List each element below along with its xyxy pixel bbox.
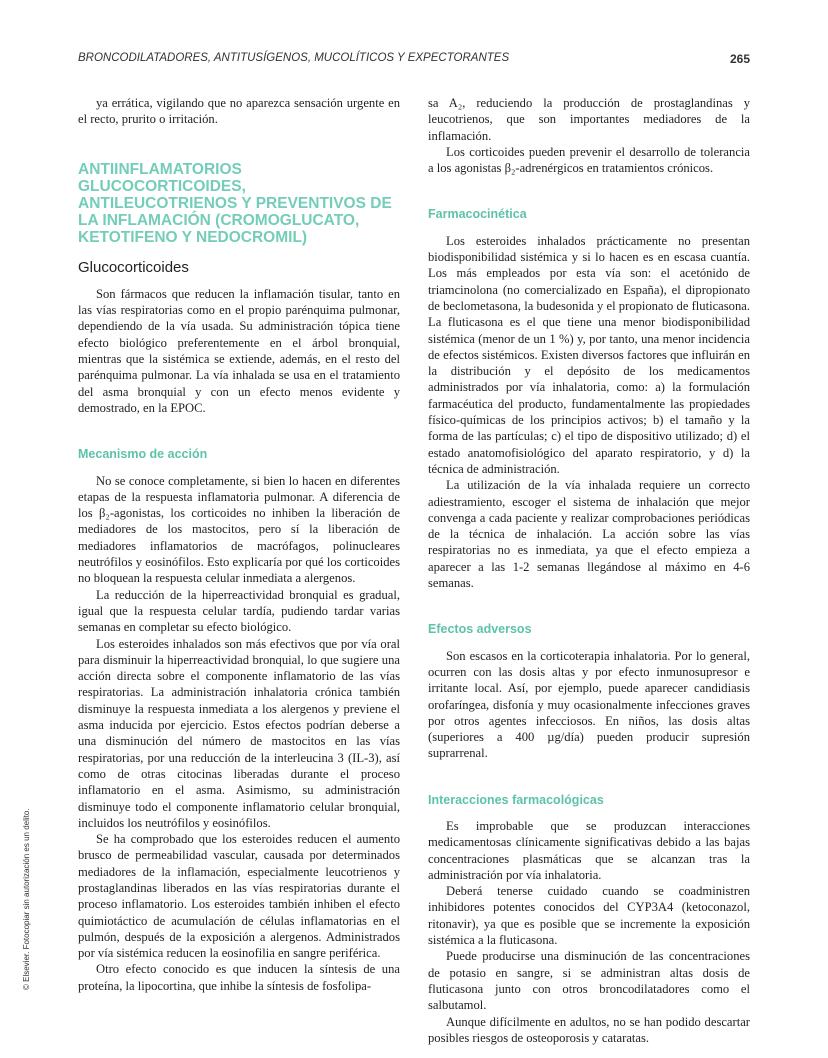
right-column	[428, 95, 750, 1046]
paragraph: Aunque difícilmente en adultos, no se han podido descartar posibles riesgos de osteoporosis y cataratas.	[428, 1014, 750, 1045]
paragraph: Los corticoides pueden prevenir el desarrollo de tolerancia a los agonistas β₂-adrenérgicos en tratamientos crónicos.	[428, 144, 750, 176]
paragraph: Los esteroides inhalados son más efectivos que por vía oral para disminuir la hiperreactividad bronquial, lo que sugiere una acción directa sobre el componente inflamatorio de las vías respiratorias. La administración inhalatoria crónica también disminuye la respuesta inmediata a los alergenos y previene el asma inducida por ejercicio. Estos efectos podrían deberse a una disminución del número de mastocitos en las vías respiratorias, por una reducción de la interleucina 3 (IL-3), así como de otras citocinas liberadas durante el proceso inflamatorio en el asma. Asimismo, su administración disminuye todo el componente inflamatorio celular bronquial, incluidos los neutrófilos y eosinófilos.	[78, 636, 400, 830]
paragraph: Es improbable que se produzcan interacciones medicamentosas clínicamente significativas debido a las bajas concentraciones plasmáticas que se alcanzan tras la administración por vía inhalatoria.	[428, 818, 750, 882]
paragraph: Puede producirse una disminución de las concentraciones de potasio en sangre, si se administran altas dosis de fluticasona junto con otros broncodilatadores como el salbutamol.	[428, 949, 750, 1013]
page-number: 265	[729, 52, 750, 66]
left-column	[78, 95, 400, 994]
heading-efectos-adversos: Efectos adversos	[428, 622, 532, 637]
paragraph: sa A₂, reduciendo la producción de prostaglandinas y leucotrienos, que son importantes mediadores de la inflamación.	[428, 96, 750, 143]
paragraph: Otro efecto conocido es que inducen la síntesis de una proteína, la lipocortina, que inhibe la síntesis de fosfolipa-	[78, 962, 400, 993]
paragraph: Son escasos en la corticoterapia inhalatoria. Por lo general, ocurren con las dosis altas y por efecto inmunosupresor e irritante local. Así, por ejemplo, puede aparecer candidiasis orofaríngea, disfonía y muy ocasionalmente infecciones graves por otros agentes infecciosos. En niños, las dosis altas (superiores a 400 µg/día) pueden producir supresión suprarrenal.	[428, 648, 750, 761]
paragraph: Deberá tenerse cuidado cuando se coadministren inhibidores potentes conocidos del CYP3A4 (ketoconazol, ritonavir), ya que es posible que se incremente la exposición sistémica a la fluticasona.	[428, 884, 750, 948]
copyright-note: © Elsevier. Fotocopiar sin autorización es un delito.	[22, 808, 31, 990]
subsection-title: Glucocorticoides	[78, 258, 189, 276]
paragraph: No se conoce completamente, si bien lo hacen en diferentes etapas de la respuesta inflamatoria pulmonar. A diferencia de los β₂-agonistas, los corticoides no inhiben la liberación de mediadores de los mastocitos, pero sí la liberación de mediadores inflamatorios de macrófagos, polinucleares neutrófilos y eosinófilos. Esto explicaría por qué los corticoides no bloquean la respuesta celular inmediata a alergenos.	[78, 473, 400, 586]
running-header	[78, 52, 750, 64]
paragraph: La reducción de la hiperreactividad bronquial es gradual, igual que la respuesta celular tardía, pudiendo tardar varias semanas en completar su efecto biológico.	[78, 587, 400, 635]
paragraph: ya errática, vigilando que no aparezca sensación urgente en el recto, prurito o irritación.	[78, 96, 400, 127]
paragraph: Son fármacos que reducen la inflamación tisular, tanto en las vías respiratorias como en el propio parénquima pulmonar, dependiendo de la vía usada. Su administración tópica tiene efecto biológico preferentemente en el árbol bronquial, mientras que la sistémica se extiende, además, en el resto del parénquima pulmonar. La vía inhalada se usa en el tratamiento del asma bronquial y con un efecto menos evidente y demostrado, en la EPOC.	[78, 286, 400, 415]
paragraph: Los esteroides inhalados prácticamente no presentan biodisponibilidad sistémica y si lo hacen es en escasa cuantía. Los más empleados por esta vía son: el acetónido de triamcinolona (no comercializado en España), el dipropionato de beclometasona, la budesonida y el propionato de fluticasona. La fluticasona es el que tiene una menor biodisponibilidad sistémica (menor de un 1 %) y, por tanto, una menor incidencia de efectos sistémicos. Existen diversos factores que influirán en la distribución y el depósito de los medicamentos administrados por vía inhalatoria, como: a) la formulación farmacéutica del producto, fundamentalmente las propiedades físico-químicas de los principios activos; b) el tamaño y la forma de las partículas; c) el tipo de dispositivo utilizado; d) el estado anatomofisiológico del aparato respiratorio, y d) la técnica de administración.	[428, 233, 750, 476]
section-title: ANTIINFLAMATORIOS GLUCOCORTICOIDES, ANTILEUCOTRIENOS Y PREVENTIVOS DE LA INFLAMACIÓN (CROMOGLUCATO, KETOTIFENO Y NEDOCROMIL)	[78, 160, 392, 246]
heading-farmacocinetica: Farmacocinética	[428, 207, 527, 222]
heading-mecanismo: Mecanismo de acción	[78, 447, 208, 462]
paragraph: Se ha comprobado que los esteroides reducen el aumento brusco de permeabilidad vascular, causada por determinados mediadores de la inflamación, especialmente leucotrienos y prostaglandinas liberados en las vías respiratorias durante el proceso inflamatorio. Los esteroides también inhiben el efecto quimiotáctico de acumulación de células inflamatorias en el pulmón, después de la exposición a alergenos. Administrados por vía sistémica reducen la eosinofilia en sangre periférica.	[78, 832, 400, 961]
running-title: BRONCODILATADORES, ANTITUSÍGENOS, MUCOLÍTICOS Y EXPECTORANTES	[78, 52, 510, 64]
paragraph: La utilización de la vía inhalada requiere un correcto adiestramiento, escoger el sistema de inhalación que mejor convenga a cada paciente y realizar comprobaciones periódicas de la técnica de inhalación. La acción sobre las vías respiratorias no es inmediata, ya que el efecto empieza a aparecer a las 1-2 semanas llegándose al máximo en 4-6 semanas.	[428, 478, 750, 591]
heading-interacciones: Interacciones farmacológicas	[428, 792, 604, 807]
